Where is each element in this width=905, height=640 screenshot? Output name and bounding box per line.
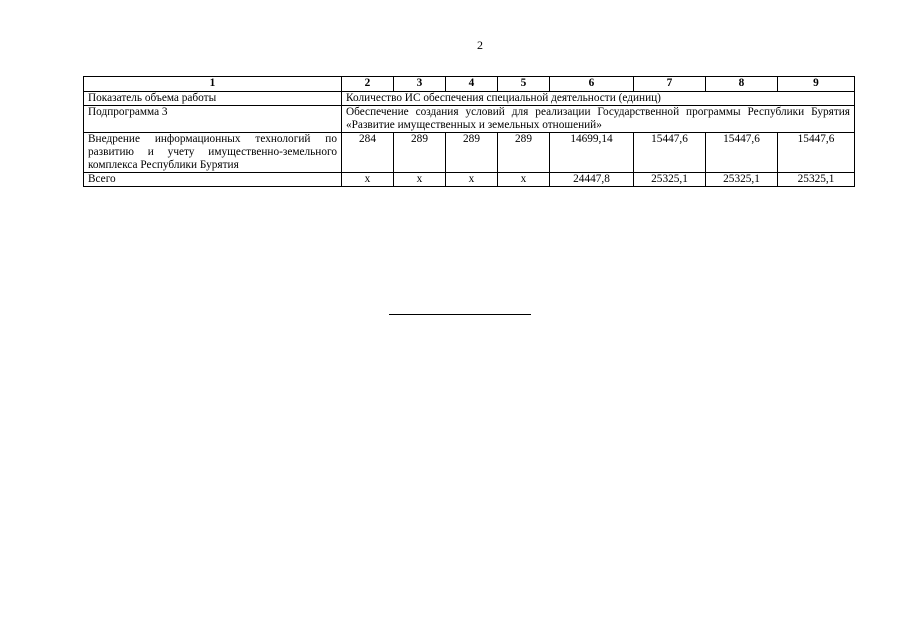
budget-table: [83, 76, 855, 187]
table-row-subprogram: [84, 106, 855, 133]
value-cell: 289: [498, 133, 550, 173]
indicator-value: Количество ИС обеспечения специальной деятельности (единиц): [342, 92, 855, 106]
header-cell: 4: [446, 77, 498, 92]
header-cell: 8: [706, 77, 778, 92]
row-label: Всего: [84, 173, 342, 187]
header-cell: 3: [394, 77, 446, 92]
value-cell: x: [498, 173, 550, 187]
end-of-document-line: [389, 314, 531, 315]
row-label: Показатель объема работы: [84, 92, 342, 106]
header-cell: 2: [342, 77, 394, 92]
table-row-total: [84, 173, 855, 187]
header-cell: 6: [550, 77, 634, 92]
value-cell: 15447,6: [778, 133, 855, 173]
header-cell: 5: [498, 77, 550, 92]
header-cell: 1: [84, 77, 342, 92]
subprogram-value: Обеспечение создания условий для реализации Государственной программы Республики Бурятия «Развитие имущественных и земельных отношений»: [342, 106, 855, 133]
value-cell: 14699,14: [550, 133, 634, 173]
value-cell: 25325,1: [706, 173, 778, 187]
value-cell: 284: [342, 133, 394, 173]
value-cell: 289: [446, 133, 498, 173]
value-cell: x: [394, 173, 446, 187]
value-cell: 24447,8: [550, 173, 634, 187]
header-cell: 7: [634, 77, 706, 92]
header-cell: 9: [778, 77, 855, 92]
value-cell: 15447,6: [706, 133, 778, 173]
row-label: Внедрение информационных технологий по развитию и учету имущественно-земельного комплекса Республики Бурятия: [84, 133, 342, 173]
row-label: Подпрограмма 3: [84, 106, 342, 133]
value-cell: 25325,1: [778, 173, 855, 187]
table-row-indicator: [84, 92, 855, 106]
value-cell: 25325,1: [634, 173, 706, 187]
value-cell: 289: [394, 133, 446, 173]
page-number: 2: [477, 38, 483, 52]
value-cell: x: [446, 173, 498, 187]
value-cell: 15447,6: [634, 133, 706, 173]
value-cell: x: [342, 173, 394, 187]
table-row-activity: [84, 133, 855, 173]
header-row: [84, 77, 855, 92]
